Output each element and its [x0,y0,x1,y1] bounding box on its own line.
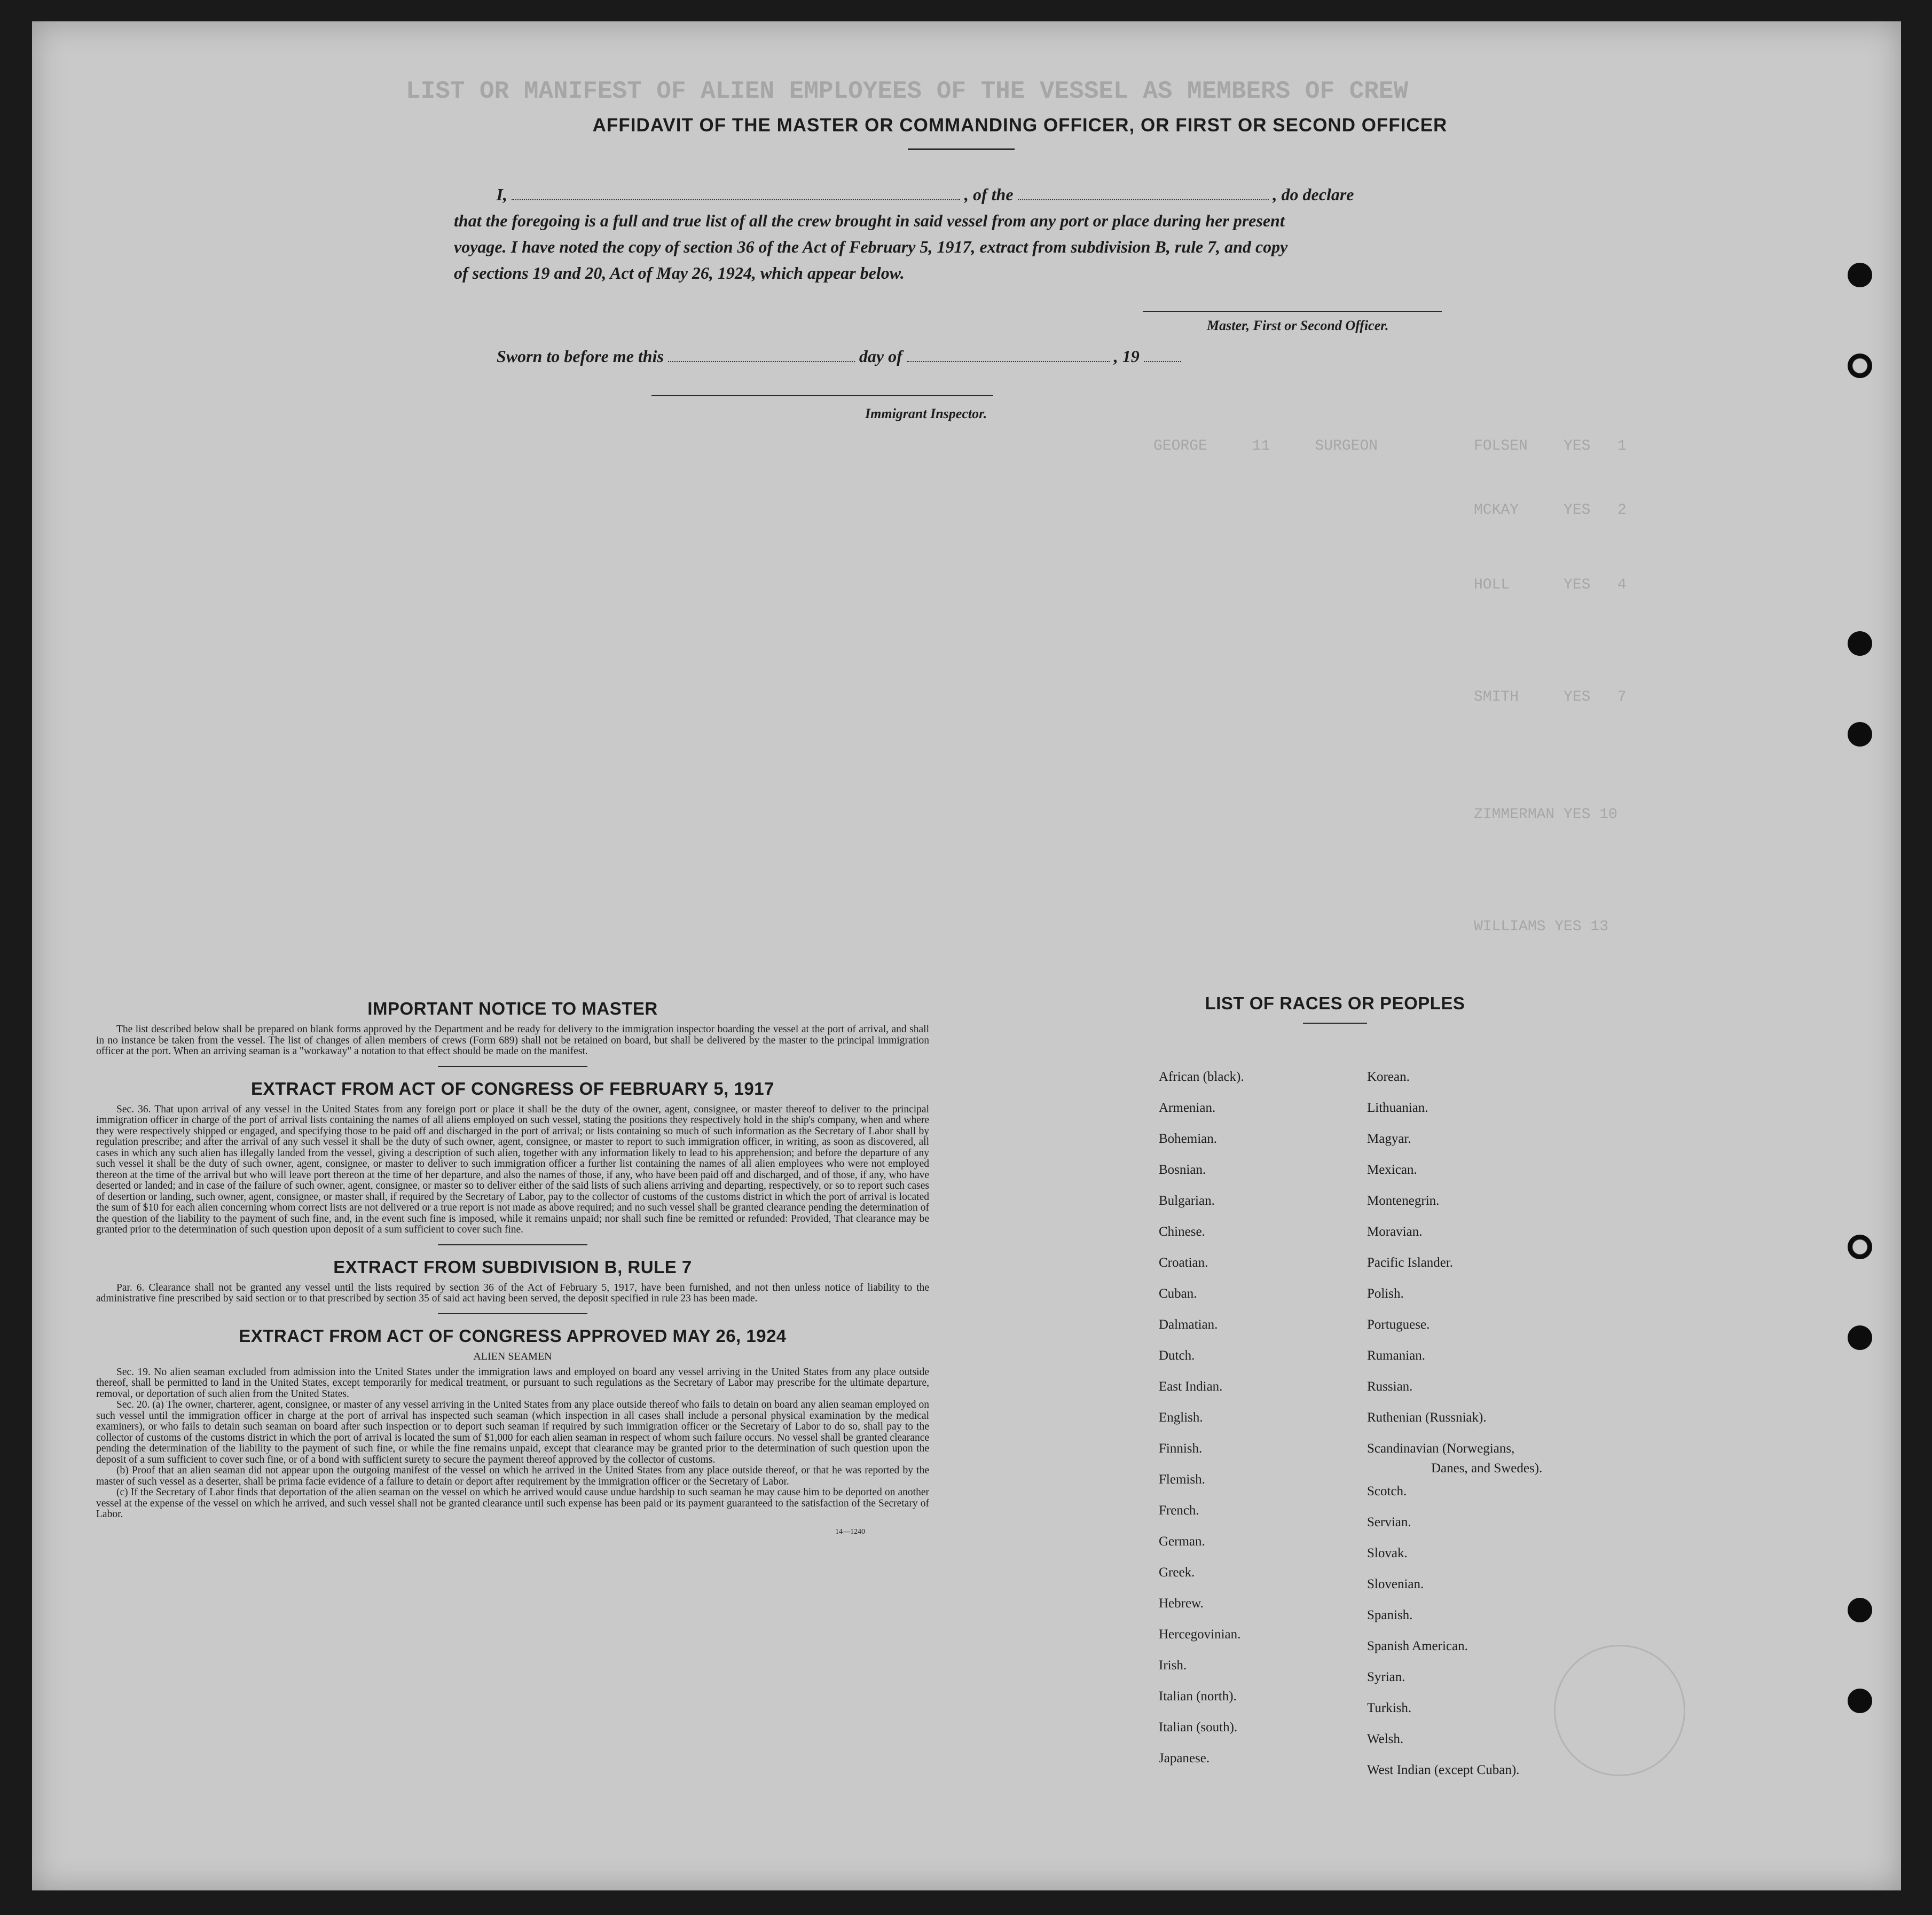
sec20a-text: Sec. 20. (a) The owner, charterer, agent, consignee, or master of any vessel arriving in the United States from any place outside thereof who fails to detain on board any alien seaman employed on such vessel until the immigration officer in charge at the port of arrival has inspected such seaman (which inspection in all cases shall include a personal physical examination by the medical examiners), or who fails to detain such seaman on board after such inspection or to deport such seaman if required by such immigration officer or the Secretary of Labor to do so, shall pay to the collector of customs of the customs district in which the port of arrival is located the sum of $1,000 for each alien seaman in respect of whom such failure occurs. No vessel shall be granted clearance pending the determination of the liability to the payment of such fine, or while the fine remains unpaid, except that clearance may be granted prior to the determination of such question upon the deposit of a sum sufficient to cover such fine, or of a bond with sufficient surety to secure the payment thereof approved by the collector of customs. [96,1399,929,1465]
affidavit-body [454,182,1511,286]
race-item-right: Russian. [1367,1379,1413,1394]
divider [438,1066,587,1067]
race-item-right: Polish. [1367,1286,1404,1301]
divider [438,1244,587,1245]
bleed-through-row: ZIMMERMAN YES 10 [1474,806,1617,823]
race-item-right: Ruthenian (Russniak). [1367,1410,1487,1425]
year-label: , 19 [1113,347,1140,366]
race-item-left: German. [1159,1534,1205,1549]
race-item-left: Bohemian. [1159,1132,1218,1146]
race-item-left: Japanese. [1159,1751,1210,1765]
sworn-label: Sworn to before me this [497,347,664,366]
extract-1924-title: EXTRACT FROM ACT OF CONGRESS APPROVED MAY 26, 1924 [239,1325,787,1346]
race-item-left: Bulgarian. [1159,1194,1215,1208]
race-item-left: French. [1159,1503,1199,1518]
postmark-stamp [1554,1645,1685,1776]
day-of-label: day of [859,347,902,366]
race-item-right: Magyar. [1367,1132,1411,1146]
binder-hole [1848,1325,1872,1350]
extract-1917-title: EXTRACT FROM ACT OF CONGRESS OF FEBRUARY 5, 1917 [251,1078,774,1098]
divider [438,1313,587,1314]
race-item-left: Italian (north). [1159,1689,1237,1704]
affidavit-of-the: , of the [964,185,1014,204]
race-item-right: Rumanian. [1367,1348,1426,1363]
race-item-left: Finnish. [1159,1441,1203,1456]
affidavit-i: I, [496,185,507,204]
title-divider [908,148,1015,150]
race-item-right: Montenegrin. [1367,1194,1440,1208]
race-item-right: Lithuanian. [1367,1101,1428,1115]
race-item-left: Hercegovinian. [1159,1627,1241,1642]
race-item-right: Servian. [1367,1515,1411,1529]
notice-title: IMPORTANT NOTICE TO MASTER [367,999,658,1018]
binder-hole [1848,1598,1872,1622]
race-item-right: Spanish. [1367,1608,1413,1622]
inspector-label: Immigrant Inspector. [865,406,987,421]
bleed-through-row: GEORGE 11 SURGEON [1153,438,1378,454]
race-item-right: Turkish. [1367,1701,1412,1715]
binder-hole [1848,263,1872,287]
affidavit-declare: , do declare [1273,185,1354,204]
master-label: Master, First or Second Officer. [1207,318,1389,333]
sec19-text: Sec. 19. No alien seaman excluded from admission into the United States under the immigration laws and employed on board any vessel arriving in the United States from any place outside thereof, shall be permitted to land in the United States, except temporarily for medical treatment, or pursuant to such regulations as the Secretary of Labor may prescribe for the ultimate departure, removal, or deportation of such alien from the United States. [96,1366,929,1400]
inspector-signature-line[interactable] [651,395,993,396]
race-item-right: Korean. [1367,1070,1410,1084]
race-item-left: Croatian. [1159,1255,1208,1270]
vessel-blank[interactable] [1018,199,1269,200]
binder-hole [1848,722,1872,747]
bleed-through-row: FOLSEN YES 1 [1474,438,1627,454]
race-item-right: Scotch. [1367,1484,1407,1498]
race-item-left: English. [1159,1410,1203,1425]
sec20b-text: (b) Proof that an alien seaman did not appear upon the outgoing manifest of the vessel on which he arrived in the United States from any place outside thereof, or that he was reported by the master of such vessel as a deserter, shall be prima facie evidence of a failure to detain or deport after requirement by the immigration officer or the Secretary of Labor. [96,1465,929,1487]
race-item-left: Italian (south). [1159,1720,1238,1735]
extract-1917-text: Sec. 36. That upon arrival of any vessel in the United States from any foreign port or place it shall be the duty of the owner, agent, consignee, or master thereof to deliver to the principal immigration officer in charge of the port of arrival lists containing the names of all aliens employed on such vessel, stating the positions they respectively hold in the ship's company, when and where they were respectively shipped or engaged, and specifying those to be paid off and discharged in the port of arrival; or lists containing so much of such information as the Secretary of Labor shall by regulation prescribe; and after the arrival of any such vessel it shall be the duty of such owner, agent, consignee, or master to report to such immigration officer, in writing, as soon as discovered, all cases in which any such alien has illegally landed from the vessel, giving a description of such alien, together with any information likely to lead to his apprehension; and before the departure of any such vessel it shall be the duty of such owner, agent, consignee, or master to deliver to such immigration officer a further list containing the names of all alien employees who were not employed thereon at the time of the arrival but who will leave port thereon at the time of her departure, and also the names of those, if any, who have been paid off and discharged, and of those, if any, who have deserted or landed; and in case of the failure of such owner, agent, consignee, or master so to deliver either of the said lists of such aliens arriving and departing, respectively, or so to report such cases of desertion or landing, such owner, agent, consignee, or master shall, if required by the Secretary of Labor, pay to the collector of customs of the customs district in which the port of arrival is located the sum of $10 for each alien concerning whom correct lists are not delivered or a true report is not made as above required; and no such vessel shall be granted clearance pending the determination of the question of the liability to the payment of such fine, and, in the event such fine is imposed, while it remains unpaid; nor shall such fine be remitted or refunded: Provided, That clearance may be granted prior to the determination of such question upon deposit of a sum sufficient to cover such fine. [96,1103,929,1235]
race-item-right: West Indian (except Cuban). [1367,1763,1520,1777]
bleed-through-row: MCKAY YES 2 [1474,502,1627,519]
rule7-text: Par. 6. Clearance shall not be granted any vessel until the lists required by section 36 of the Act of February 5, 1917, have been furnished, and not then unless notice of liability to the administrative fine prescribed by said section or to that prescribed by section 35 of said act having been served, the deposit specified in rule 23 has been made. [96,1282,929,1304]
race-item-left: Greek. [1159,1565,1195,1580]
race-item-left: Dalmatian. [1159,1317,1218,1332]
race-item-right: Slovak. [1367,1546,1408,1560]
race-item-right: Scandinavian (Norwegians, [1367,1441,1515,1456]
scandinavian-line-2: Danes, and Swedes). [1431,1461,1543,1476]
notices-column [96,999,929,1536]
race-item-right: Pacific Islander. [1367,1255,1454,1270]
race-item-right: Portuguese. [1367,1317,1430,1332]
race-item-left: East Indian. [1159,1379,1223,1394]
binder-hole [1848,354,1872,378]
sec20c-text: (c) If the Secretary of Labor finds that deportation of the alien seaman on the vessel on which he arrived would cause undue hardship to such seaman he may cause him to be deported on another vessel at the expense of the vessel on which he arrived, and such vessel shall not be granted clearance until such expense has been paid or its payment guaranteed to the satisfaction of the Secretary of Labor. [96,1487,929,1520]
race-item-right: Moravian. [1367,1225,1423,1239]
race-item-left: Armenian. [1159,1101,1216,1115]
binder-hole [1848,1689,1872,1713]
race-item-right: Syrian. [1367,1670,1405,1684]
race-item-left: Cuban. [1159,1286,1197,1301]
notice-text: The list described below shall be prepared on blank forms approved by the Department and be ready for delivery to the immigration inspector boarding the vessel at the port of arrival, and shall in no instance be taken from the vessel. The list of changes of alien members of crews (Form 689) shall not be retained on board, but shall be delivered by the master to the principal immigration officer at the port. When an arriving seaman is a "workaway" a notation to that effect should be made on the manifest. [96,1024,929,1057]
bleed-through-heading: LIST OR MANIFEST OF ALIEN EMPLOYEES OF THE VESSEL AS MEMBERS OF CREW [406,77,1409,105]
race-item-left: African (black). [1159,1070,1244,1084]
race-item-right: Slovenian. [1367,1577,1424,1591]
race-item-right: Welsh. [1367,1732,1404,1746]
race-item-left: Irish. [1159,1658,1187,1673]
sworn-line [497,343,1181,370]
bleed-through-row: SMITH YES 7 [1474,689,1627,705]
affidavit-title: AFFIDAVIT OF THE MASTER OR COMMANDING OFFICER, OR FIRST OR SECOND OFFICER [592,115,1448,136]
form-number: 14—1240 [835,1527,865,1536]
document-page [32,21,1901,1890]
sworn-month-blank[interactable] [907,360,1110,362]
alien-seamen-subtitle: ALIEN SEAMEN [473,1350,552,1362]
bleed-through-row: HOLL YES 4 [1474,577,1627,593]
races-title: LIST OF RACES OR PEOPLES [1205,993,1465,1013]
race-item-left: Flemish. [1159,1472,1205,1487]
sworn-day-blank[interactable] [668,360,855,362]
affidavit-line-4: of sections 19 and 20, Act of May 26, 1924, which appear below. [454,263,905,282]
race-item-left: Dutch. [1159,1348,1195,1363]
affidavit-line-3: voyage. I have noted the copy of section 36 of the Act of February 5, 1917, extract from subdivision B, rule 7, and copy [454,237,1288,256]
sworn-year-blank[interactable] [1144,360,1181,362]
race-item-left: Chinese. [1159,1225,1205,1239]
bleed-through-row: WILLIAMS YES 13 [1474,919,1609,935]
race-item-right: Spanish American. [1367,1639,1468,1653]
races-divider [1303,1023,1367,1024]
rule7-title: EXTRACT FROM SUBDIVISION B, RULE 7 [333,1257,692,1277]
race-item-left: Hebrew. [1159,1596,1204,1611]
master-signature-line[interactable] [1143,311,1442,312]
binder-hole [1848,631,1872,656]
affidavit-line-2: that the foregoing is a full and true list of all the crew brought in said vessel from any port or place during her present [454,211,1285,230]
race-item-left: Bosnian. [1159,1163,1206,1177]
name-blank[interactable] [512,199,960,200]
binder-hole [1848,1235,1872,1259]
race-item-right: Mexican. [1367,1163,1417,1177]
